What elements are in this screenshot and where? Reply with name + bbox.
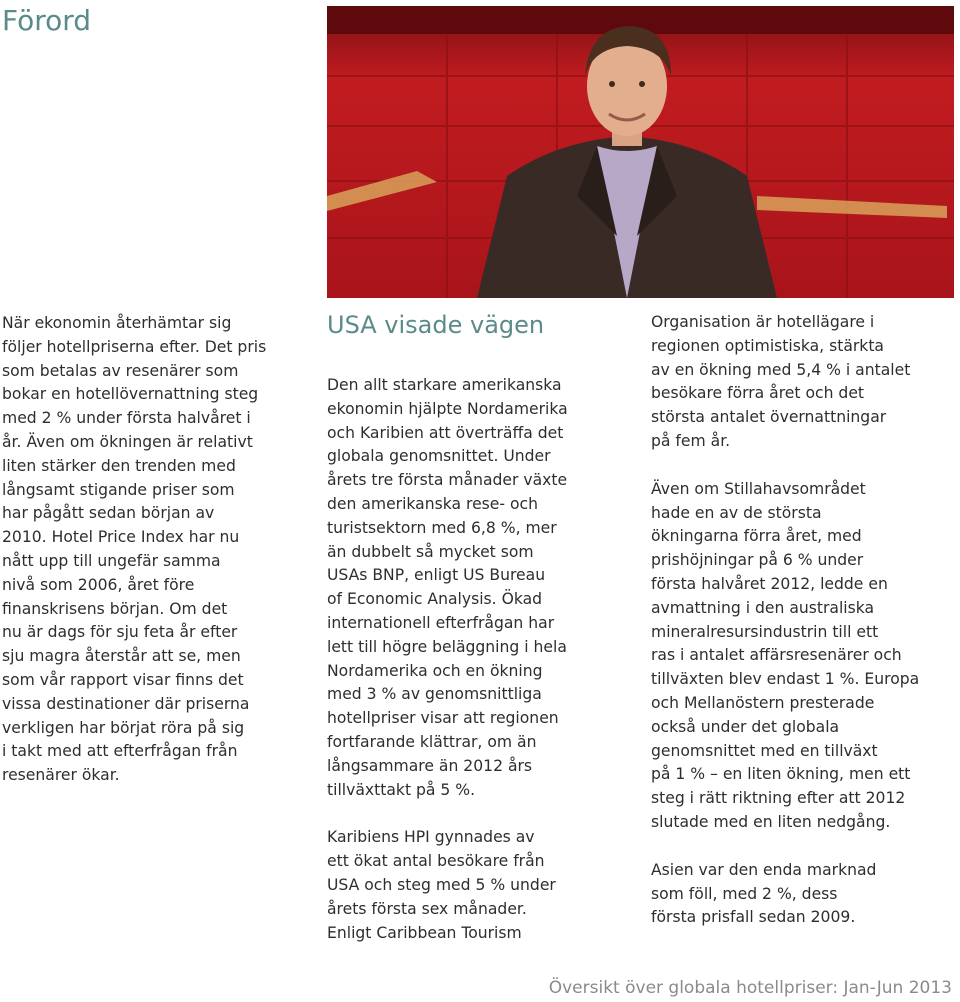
- text-line: turistsektorn med 6,8 %, mer: [327, 518, 557, 537]
- text-line: fortfarande klättrar, om än: [327, 732, 537, 751]
- text-line: nu är dags för sju feta år efter: [2, 623, 238, 642]
- paragraph: [651, 859, 919, 930]
- text-line: i takt med att efterfrågan från: [2, 742, 238, 761]
- text-line: Även om Stillahavsområdet: [651, 479, 866, 498]
- text-line: av en ökning med 5,4 % i antalet: [651, 360, 911, 379]
- text-line: nivå som 2006, året före: [2, 575, 195, 594]
- text-line: ett ökat antal besökare från: [327, 852, 545, 871]
- text-line: långsammare än 2012 års: [327, 756, 533, 775]
- text-line: ökningarna förra året, med: [651, 527, 862, 546]
- paragraph: [651, 311, 919, 454]
- text-line: hotellpriser visar att regionen: [327, 709, 559, 728]
- text-line: Enligt Caribbean Tourism: [327, 923, 522, 942]
- text-line: och Mellanöstern presterade: [651, 693, 875, 712]
- text-line: också under det globala: [651, 717, 840, 736]
- text-line: ekonomin hjälpte Nordamerika: [327, 399, 568, 418]
- text-line: bokar en hotellövernattning steg: [2, 385, 259, 404]
- text-line: vissa destinationer där priserna: [2, 694, 250, 713]
- text-line: som betalas av resenärer som: [2, 361, 239, 380]
- text-line: regionen optimistiska, stärkta: [651, 336, 884, 355]
- text-line: tillväxten blev endast 1 %. Europa: [651, 670, 920, 689]
- text-line: slutade med en liten nedgång.: [651, 812, 891, 831]
- text-line: USAs BNP, enligt US Bureau: [327, 566, 546, 585]
- text-line: största antalet övernattningar: [651, 408, 887, 427]
- text-line: genomsnittet med en tillväxt: [651, 741, 878, 760]
- text-line: sju magra återstår att se, men: [2, 647, 241, 666]
- text-line: och Karibien att överträffa det: [327, 423, 564, 442]
- text-line: Asien var den enda marknad: [651, 860, 877, 879]
- text-line: liten stärker den trenden med: [2, 456, 236, 475]
- paragraph: [327, 374, 568, 802]
- text-line: ras i antalet affärsresenärer och: [651, 646, 902, 665]
- paragraph: [651, 478, 919, 835]
- text-line: som vår rapport visar finns det: [2, 670, 244, 689]
- text-line: på fem år.: [651, 431, 731, 450]
- text-line: internationell efterfrågan har: [327, 613, 555, 632]
- text-line: prishöjningar på 6 % under: [651, 551, 864, 570]
- page-footer: Översikt över globala hotellpriser: Jan-Jun 2013: [548, 978, 952, 998]
- text-line: globala genomsnittet. Under: [327, 447, 551, 466]
- text-line: på 1 % – en liten ökning, men ett: [651, 765, 911, 784]
- text-line: 2010. Hotel Price Index har nu: [2, 528, 240, 547]
- middle-column-text: [327, 374, 568, 945]
- text-line: steg i rätt riktning efter att 2012: [651, 789, 906, 808]
- text-line: år. Även om ökningen är relativt: [2, 432, 253, 451]
- text-line: finanskrisens början. Om det: [2, 599, 228, 618]
- section-heading: USA visade vägen: [327, 311, 545, 339]
- page-title: Förord: [2, 4, 92, 37]
- text-line: den amerikanska rese- och: [327, 494, 538, 513]
- text-line: lett till högre beläggning i hela: [327, 637, 567, 656]
- portrait-illustration: [327, 6, 954, 298]
- portrait-photo: [327, 6, 954, 298]
- left-column-text: [2, 312, 266, 788]
- text-line: med 3 % av genomsnittliga: [327, 685, 542, 704]
- text-line: än dubbelt så mycket som: [327, 542, 534, 561]
- text-line: resenärer ökar.: [2, 766, 120, 785]
- text-line: tillväxttakt på 5 %.: [327, 780, 476, 799]
- text-line: Organisation är hotellägare i: [651, 313, 875, 331]
- text-line: verkligen har börjat röra på sig: [2, 718, 245, 737]
- paragraph: [327, 826, 568, 945]
- intro-paragraph: [2, 312, 266, 788]
- right-column-text: [651, 311, 919, 930]
- text-line: hade en av de största: [651, 503, 822, 522]
- text-line: långsamt stigande priser som: [2, 480, 235, 499]
- text-line: har pågått sedan början av: [2, 504, 215, 523]
- text-line: avmattning i den australiska: [651, 598, 875, 617]
- text-line: Nordamerika och en ökning: [327, 661, 543, 680]
- text-line: årets tre första månader växte: [327, 471, 568, 490]
- text-line: första prisfall sedan 2009.: [651, 908, 856, 927]
- text-line: Karibiens HPI gynnades av: [327, 828, 535, 847]
- text-line: nått upp till ungefär samma: [2, 551, 221, 570]
- text-line: mineralresursindustrin till ett: [651, 622, 879, 641]
- text-line: första halvåret 2012, ledde en: [651, 574, 888, 593]
- text-line: besökare förra året och det: [651, 384, 865, 403]
- text-line: USA och steg med 5 % under: [327, 875, 556, 894]
- text-line: årets första sex månader.: [327, 899, 527, 918]
- text-line: När ekonomin återhämtar sig: [2, 314, 232, 332]
- text-line: som föll, med 2 %, dess: [651, 884, 838, 903]
- text-line: följer hotellpriserna efter. Det pris: [2, 337, 267, 356]
- text-line: of Economic Analysis. Ökad: [327, 590, 543, 609]
- text-line: med 2 % under första halvåret i: [2, 409, 251, 428]
- text-line: Den allt starkare amerikanska: [327, 376, 562, 394]
